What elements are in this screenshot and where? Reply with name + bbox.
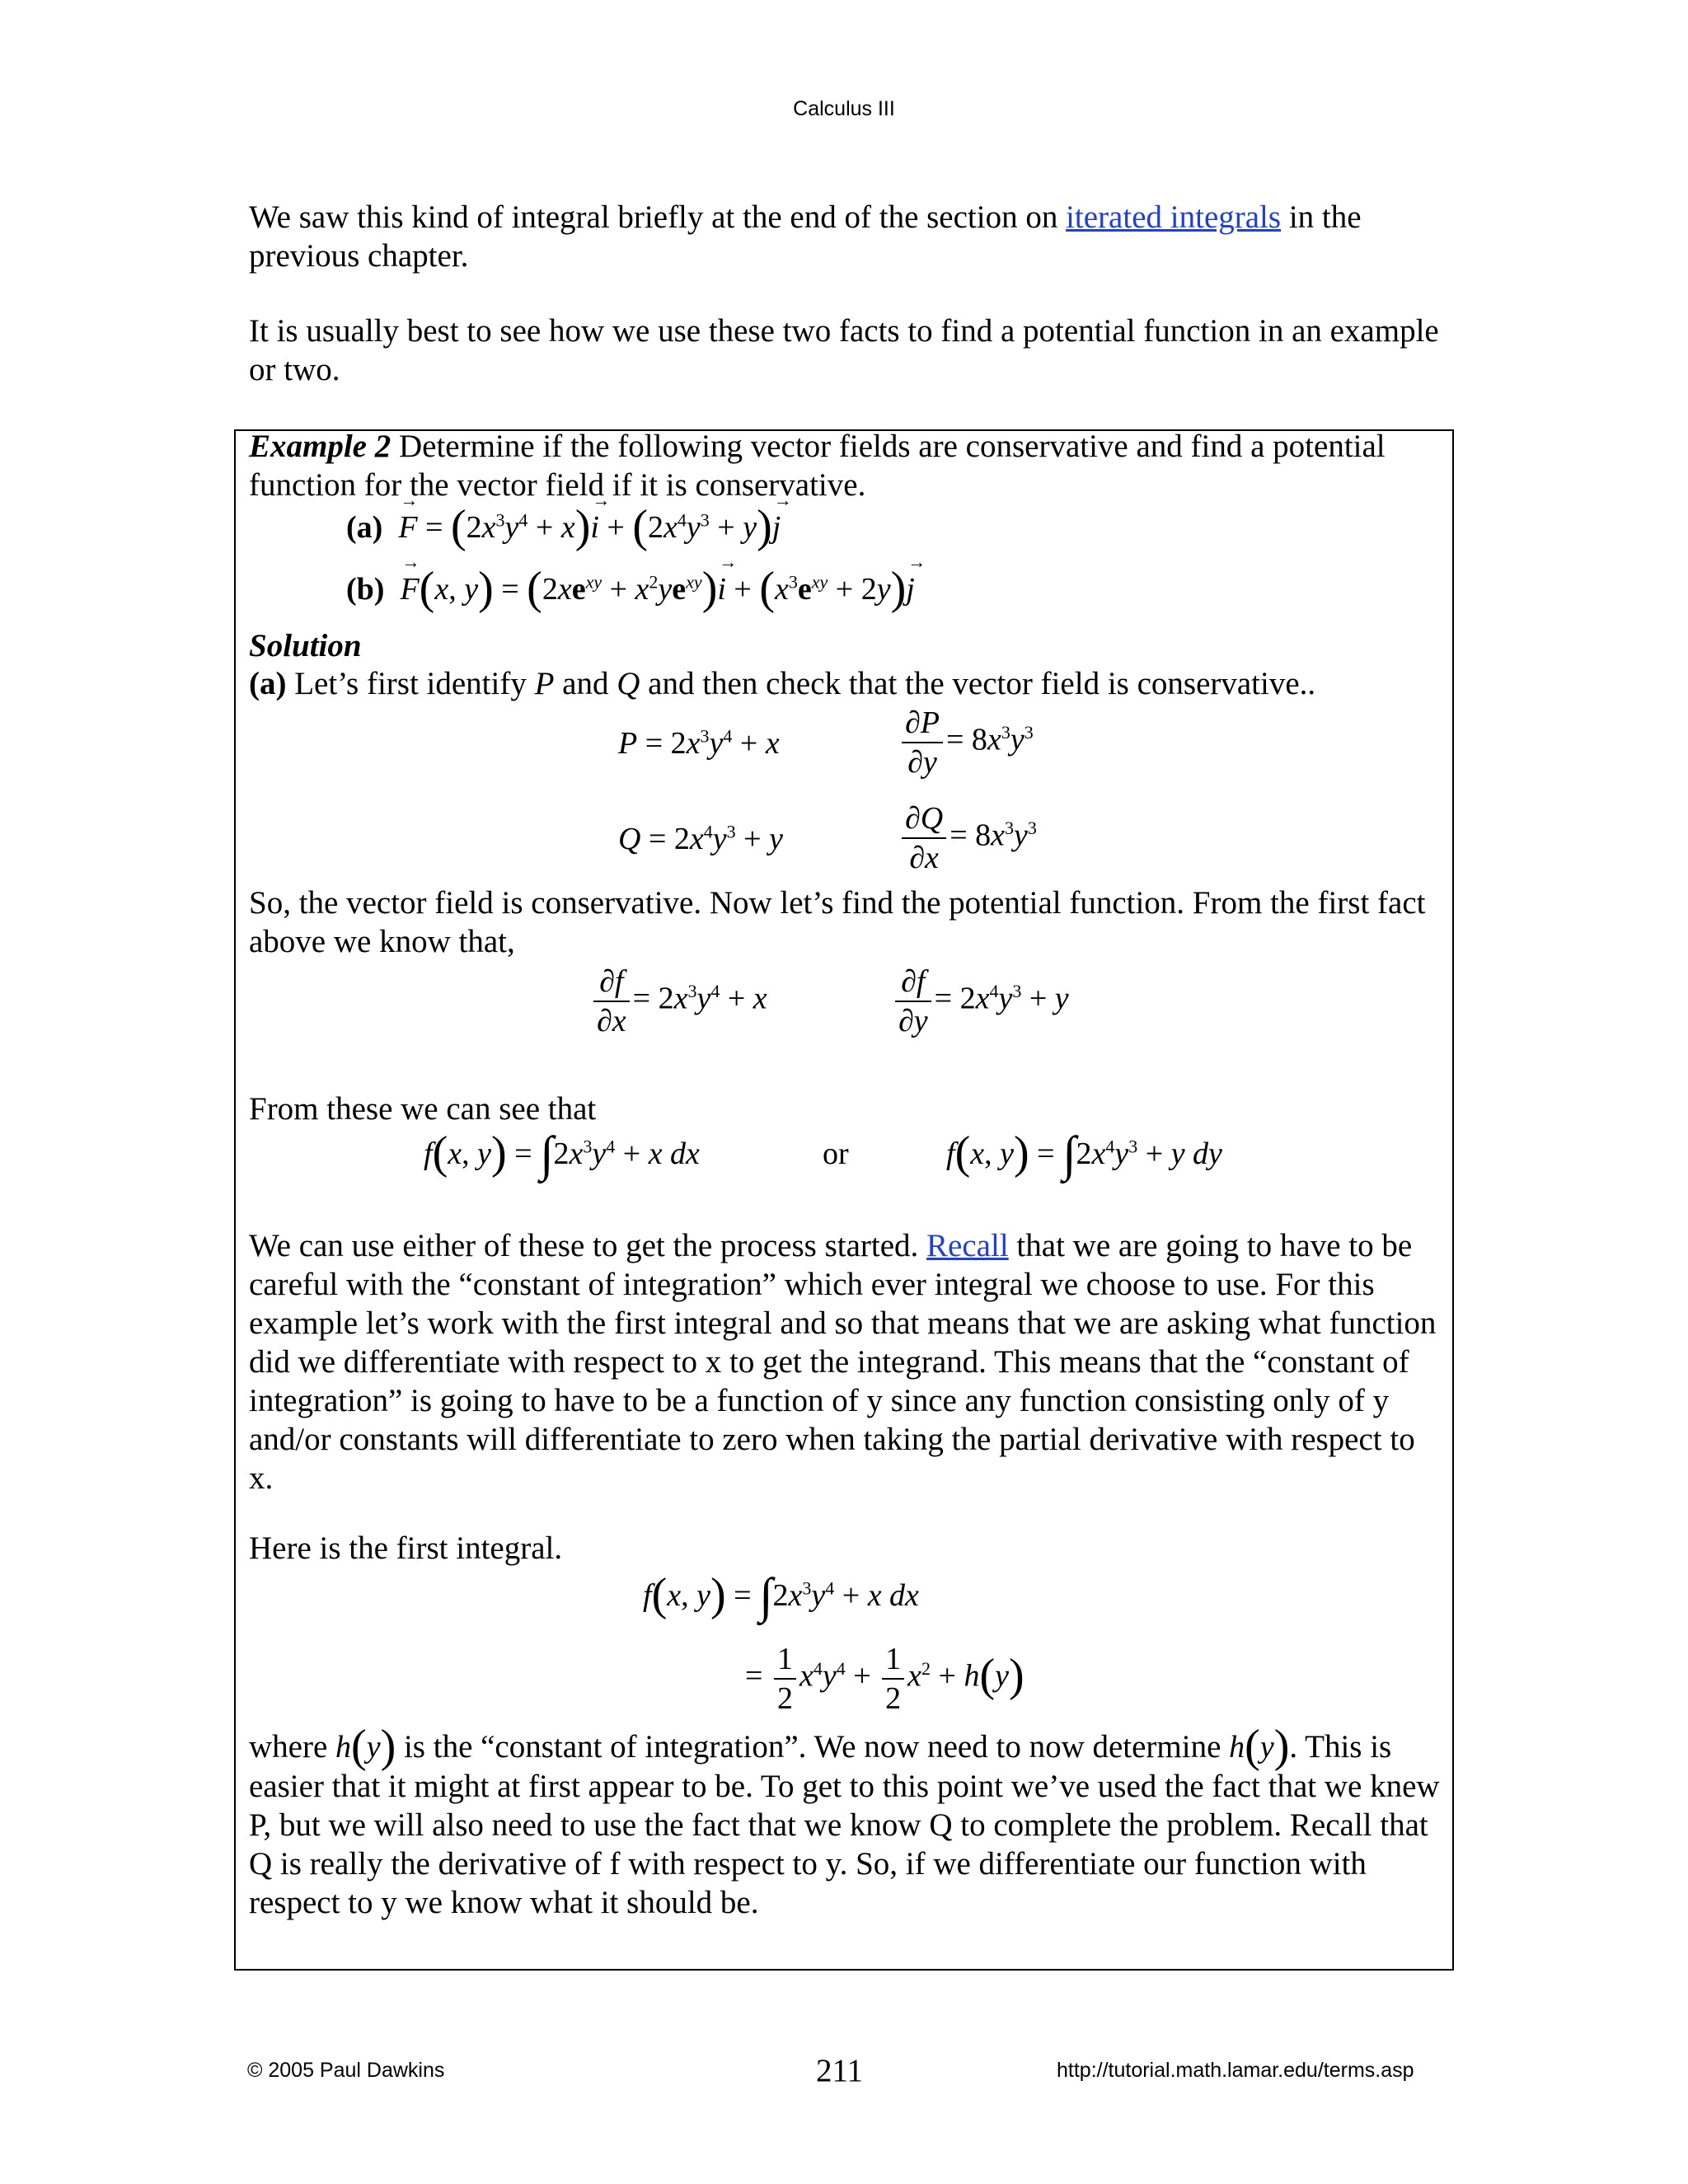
eq-f-integral-x: f(x, $y) = \int 2x^3y^4 + x$ dx [424,1127,700,1181]
eq-dQ-dx: $\frac{\partial Q}{\partial x}$ = $8x^3y^3$ [898,799,1037,877]
intro-text-end: in the previous chapter. [249,199,1362,274]
para-where [249,1721,1444,1922]
footer-url: http://tutorial.math.lamar.edu/terms.asp [1057,2059,1414,2082]
intro-paragraph-1 [249,198,1444,275]
solution-a-intro [249,664,1444,703]
copyright: © 2005 Paul Dawkins [247,2059,445,2082]
recall-link[interactable]: Recall [926,1228,1009,1263]
para-where-text-3: . This is easier that it might at first appear to be. To get to this point we’ve used the fact that we knew P, but we will also need to use the fact that we know Q to complete the problem. Recall that Q is really the derivative of f with respect to y. So, if we differentiate our function with respect to y we know what it should be. [249,1729,1440,1920]
para-either-text-end: that we are going to have to be careful with the “constant of integration” which ever integral we choose to use. For this example let’s work with the first integral and so that means that we are asking what function did we differentiate with respect to x to get the integrand. This means that the “constant of integration” is going to have to be a function of y since any function consisting only of y and/or constants will differentiate to zero when taking the partial derivative with respect to x. [249,1228,1437,1496]
or-word: or [823,1137,849,1171]
h-of-y-2: h(y) [1229,1721,1290,1772]
var-q: Q [617,666,640,701]
page-number: 211 [816,2053,864,2088]
para-either-text: We can use either of these to get the process started. [249,1228,927,1263]
example-text: Determine if the following vector fields are conservative and find a potential function for the vector field if it is conservative. [249,429,1386,503]
para-either [249,1226,1444,1497]
part-a-equation: $(a) \to F = (2x^3y^4 + x)\to i + (2x^4y^3 + y)\to j$ [346,509,781,546]
part-a-label: (a) [346,510,383,545]
eq-first-integral-line2: = $\frac{1}{2}$ $x^4y^4$ + $\frac{1}{2}$ $x^2 + h(y)$ [745,1642,1025,1716]
para-conservative: So, the vector field is conservative. Now let’s find the potential function. From the first fact above we know that, [249,885,1426,959]
eq-df-dx: $\frac{\partial f}{\partial x}$ = $2x^3y^4 + x$ [590,963,767,1040]
eq-P: $P = 2x^3y^4 + x$ [618,725,780,761]
solution-a-and: and [554,666,617,701]
solution-a-text-end: and then check that the vector field is conservative.. [640,666,1316,701]
intro-text: We saw this kind of integral briefly at the end of the section on [249,199,1067,235]
intro-paragraph-2: It is usually best to see how we use these two facts to find a potential function in an example or two. [249,313,1439,387]
para-from-these: From these we can see that [249,1091,597,1127]
h-of-y: h(y) [335,1721,396,1772]
example-label: Example 2 [249,429,392,464]
eq-Q: $Q = 2x^4y^3 + y$ [618,821,783,856]
para-where-text-1: where [249,1729,336,1765]
part-b-equation: (b) → F(x, $y) = (2xe^{xy} + x^2ye^{xy})\to i + (x^3e^{xy} + 2y)\to j$ [346,571,915,607]
var-p: P [534,666,555,701]
para-where-text-2: is the “constant of integration”. We now need to now determine [396,1729,1230,1765]
para-first-integral: Here is the first integral. [249,1530,563,1566]
eq-df-dy: $\frac{\partial f}{\partial y}$ = $2x^4y^3 + y$ [892,963,1069,1040]
example-statement [249,427,1444,504]
solution-heading [249,626,1444,665]
eq-dP-dy: $\frac{\partial P}{\partial y}$ = $8x^3y^3$ [898,704,1034,781]
solution-label: Solution [249,628,362,663]
page-header: Calculus III [793,97,895,120]
solution-a-label: (a) [249,666,287,701]
eq-f-integral-y: f(x, $y) = \int 2x^4y^3 + y$ dy [946,1127,1222,1181]
solution-a-text: Let’s first identify [286,666,535,701]
iterated-integrals-link[interactable]: iterated integrals [1066,199,1282,235]
part-b-label: (b) [346,572,385,607]
eq-first-integral-line1: f(x, $y) = \int 2x^3y^4 + x$ dx [643,1568,919,1623]
